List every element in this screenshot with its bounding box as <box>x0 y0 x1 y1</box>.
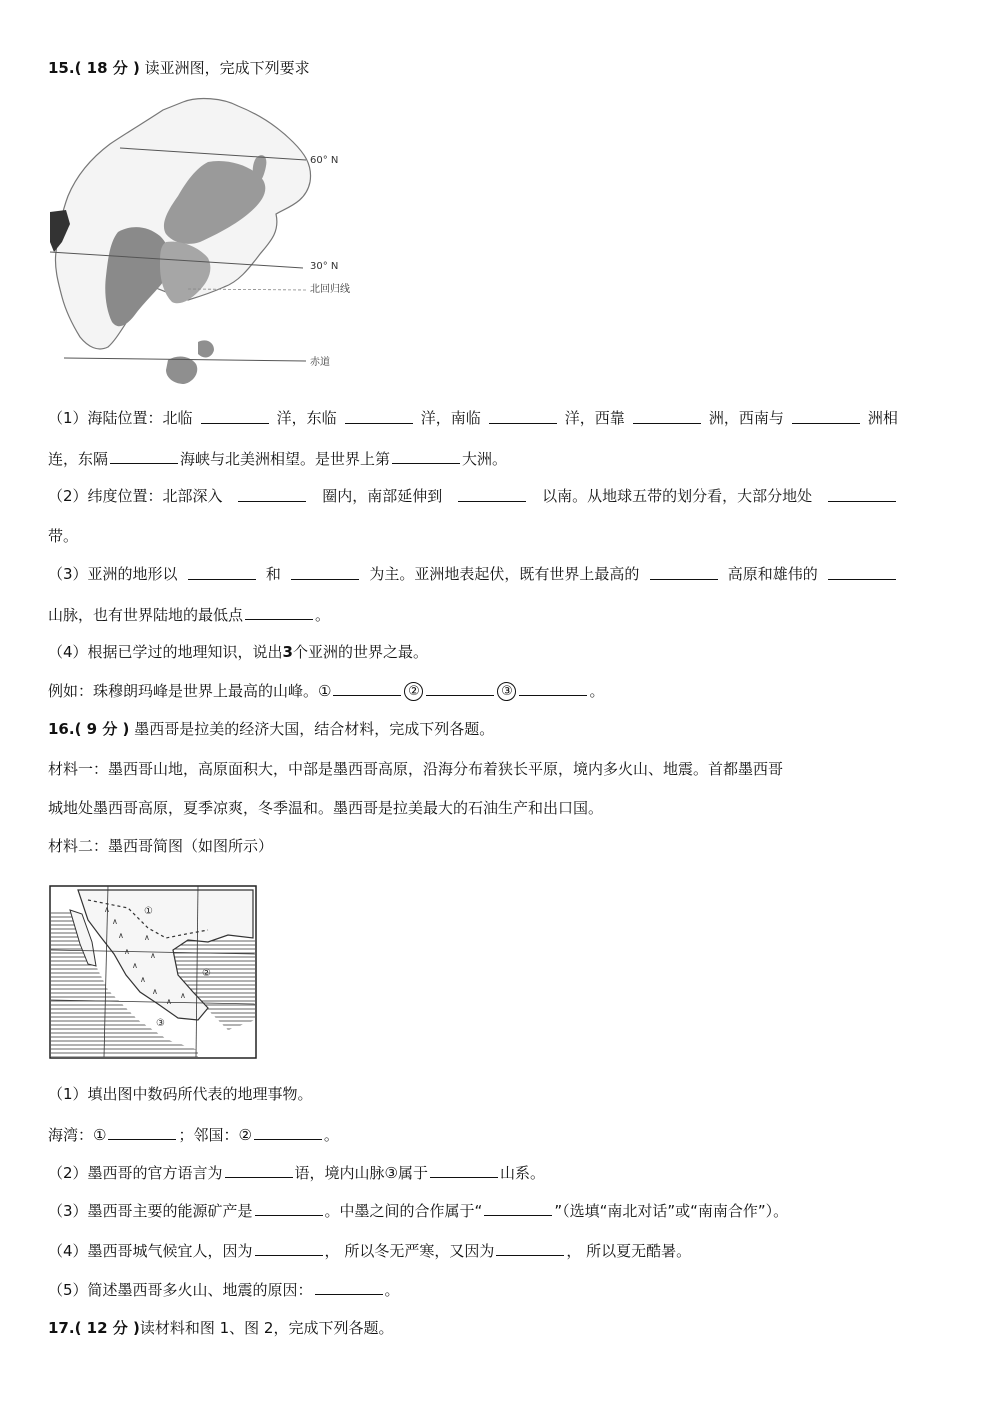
answer-blank[interactable] <box>519 680 587 696</box>
answer-blank[interactable] <box>245 604 313 620</box>
q15-p4-line1: （4）根据已学过的地理知识，说出3个亚洲的世界之最。 <box>48 643 428 661</box>
answer-blank[interactable] <box>828 486 896 502</box>
answer-blank[interactable] <box>108 1124 176 1140</box>
q16-score: ( 9 分 ) <box>74 720 130 738</box>
q17-heading <box>48 1318 393 1338</box>
answer-blank[interactable] <box>188 564 256 580</box>
answer-blank[interactable] <box>426 680 494 696</box>
label-equator: 赤道 <box>310 357 330 368</box>
q16-material1-line1: 材料一：墨西哥山地，高原面积大，中部是墨西哥高原，沿海分布着狭长平原，境内多火山、地震。首都墨西哥 <box>48 760 784 778</box>
svg-text:∧: ∧ <box>152 987 158 996</box>
answer-blank[interactable] <box>489 408 557 424</box>
q16-heading <box>48 719 494 739</box>
svg-text:∧: ∧ <box>140 975 146 984</box>
q15-p1-line1: （1）海陆位置：北临 洋，东临 洋，南临 洋，西靠 洲，西南与 洲相 <box>48 409 898 427</box>
answer-blank[interactable] <box>201 408 269 424</box>
q15-p3-line1: （3）亚洲的地形以 和 为主。亚洲地表起伏，既有世界上最高的 高原和雄伟的 <box>48 564 898 584</box>
q15-number: 15. <box>48 59 75 77</box>
svg-text:∧: ∧ <box>150 951 156 960</box>
answer-blank[interactable] <box>484 1200 552 1216</box>
answer-blank[interactable] <box>430 1162 498 1178</box>
q16-material1-line2: 城地处墨西哥高原，夏季凉爽，冬季温和。墨西哥是拉美最大的石油生产和出口国。 <box>48 799 604 817</box>
answer-blank[interactable] <box>333 680 401 696</box>
q16-s4: （4）墨西哥城气候宜人，因为 ， 所以冬无严寒，又因为 ， 所以夏无酷暑。 <box>48 1242 692 1260</box>
answer-blank[interactable] <box>345 408 413 424</box>
q16-s5: （5）简述墨西哥多火山、地震的原因： 。 <box>48 1281 400 1299</box>
label-tropic: 北回归线 <box>310 284 350 295</box>
svg-text:∧: ∧ <box>118 931 124 940</box>
q16-s2: （2）墨西哥的官方语言为 语，境内山脉③属于 山系。 <box>48 1164 546 1182</box>
answer-blank[interactable] <box>792 408 860 424</box>
answer-blank[interactable] <box>392 448 460 464</box>
map-mark-1: ① <box>144 906 153 917</box>
mexico-map <box>48 880 260 1060</box>
q16-s3: （3）墨西哥主要的能源矿产是 。中墨之间的合作属于“ ”（选填“南北对话”或“南南合作”）。 <box>48 1202 789 1220</box>
map-mark-2: ② <box>202 968 211 979</box>
svg-text:∧: ∧ <box>112 917 118 926</box>
answer-blank[interactable] <box>633 408 701 424</box>
q16-stem: 墨西哥是拉美的经济大国，结合材料，完成下列各题。 <box>134 720 495 738</box>
svg-text:∧: ∧ <box>166 997 172 1006</box>
svg-text:∧: ∧ <box>180 991 186 1000</box>
svg-text:∧: ∧ <box>132 961 138 970</box>
answer-blank[interactable] <box>650 564 718 580</box>
q15-p4-line2: 例如：珠穆朗玛峰是世界上最高的山峰。① ② ③ 。 <box>48 682 605 700</box>
q16-s1-answers: 海湾：① ；邻国：② 。 <box>48 1126 339 1144</box>
answer-blank[interactable] <box>291 564 359 580</box>
answer-blank[interactable] <box>238 486 306 502</box>
answer-blank[interactable] <box>496 1240 564 1256</box>
answer-blank[interactable] <box>254 1124 322 1140</box>
answer-blank[interactable] <box>255 1240 323 1256</box>
q15-heading <box>48 58 310 78</box>
q15-p2-line2: 带。 <box>48 527 79 545</box>
q16-number: 16. <box>48 720 75 738</box>
answer-blank[interactable] <box>225 1162 293 1178</box>
answer-blank[interactable] <box>110 448 178 464</box>
q15-p3-line2: 山脉，也有世界陆地的最低点 。 <box>48 606 331 624</box>
q17-stem: 读材料和图 1、图 2，完成下列各题。 <box>139 1319 394 1337</box>
q15-p2-line1: （2）纬度位置：北部深入 圈内，南部延伸到 以南。从地球五带的划分看，大部分地处 <box>48 486 898 506</box>
answer-blank[interactable] <box>315 1279 383 1295</box>
q16-material2: 材料二：墨西哥简图（如图所示） <box>48 837 274 855</box>
q15-stem: 读亚洲图，完成下列要求 <box>144 59 310 77</box>
svg-text:∧: ∧ <box>144 933 150 942</box>
q15-p1-line2: 连，东隔 海峡与北美洲相望。是世界上第 大洲。 <box>48 450 508 468</box>
q16-s1: （1）填出图中数码所代表的地理事物。 <box>48 1085 313 1103</box>
map-mark-3: ③ <box>156 1018 165 1029</box>
label-30n: 30° N <box>310 261 339 272</box>
asia-map <box>48 92 358 392</box>
q15-score: ( 18 分 ) <box>74 59 140 77</box>
svg-text:∧: ∧ <box>104 905 110 914</box>
answer-blank[interactable] <box>828 564 896 580</box>
q17-number: 17. <box>48 1319 75 1337</box>
answer-blank[interactable] <box>458 486 526 502</box>
label-60n: 60° N <box>310 155 339 166</box>
svg-text:∧: ∧ <box>124 947 130 956</box>
answer-blank[interactable] <box>255 1200 323 1216</box>
q17-score: ( 12 分 ) <box>74 1319 140 1337</box>
